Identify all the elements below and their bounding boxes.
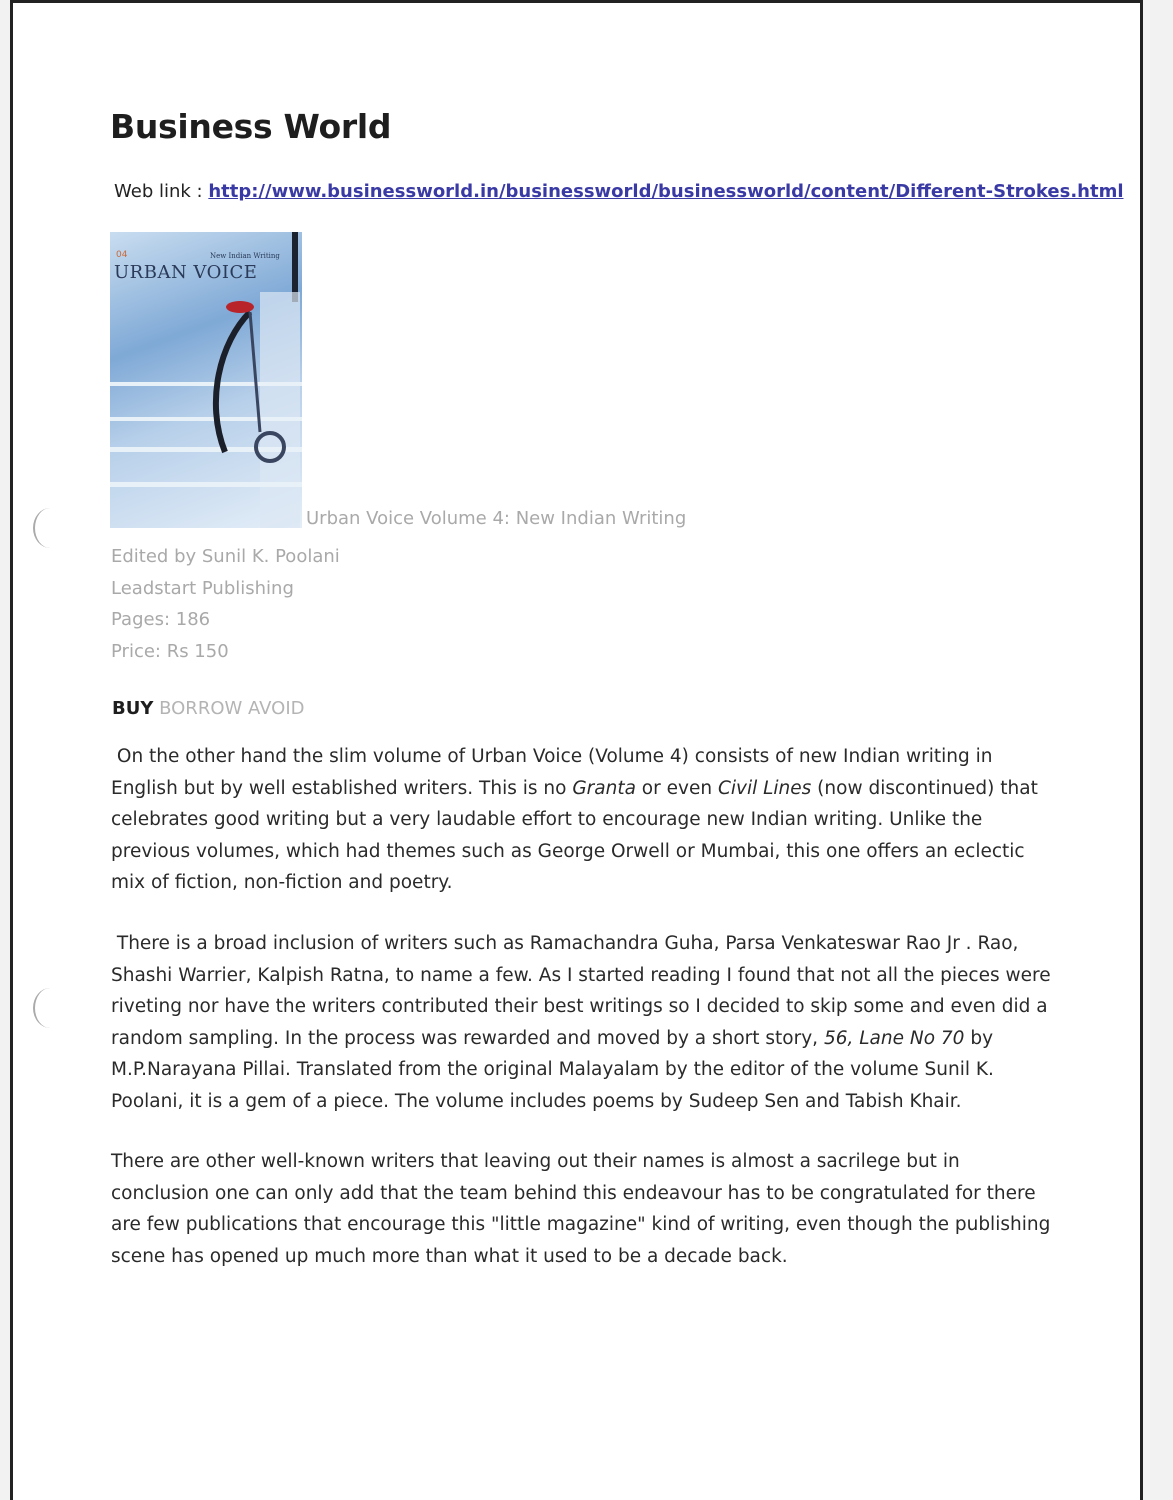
p1-text-b: or even [635,777,718,799]
bicycle-illustration [110,232,302,528]
punch-hole-mark [33,508,67,548]
web-link-line [114,181,1124,202]
book-cover-image [110,232,302,528]
p3-text: There are other well-known writers that leaving out their names is almost a sacrilege but in conclusion one can only add that the team behind this endeavour has to be congratulated for there are few publications that encourage this "little magazine" kind of writing, even though the publishing scene has opened up much more than what it used to be a decade back. [111,1151,1051,1267]
punch-hole-mark [33,988,67,1028]
book-editor: Edited by Sunil K. Poolani [111,546,340,567]
book-pages: Pages: 186 [111,609,211,630]
web-link-label: Web link : [114,181,203,202]
verdict-other-options: BORROW AVOID [159,698,305,719]
p1-italic-civil-lines: Civil Lines [717,777,812,799]
book-caption: Urban Voice Volume 4: New Indian Writing [306,508,687,529]
article-paragraph-3 [111,1146,1056,1272]
p1-text-c: (now discontinued) that celebrates good writing but a very laudable effort to encourage new Indian writing. Unlike the previous volumes, which had themes such as George Orwell or Mumbai, this one offers an eclectic mix of fiction, non-fiction and poetry. [111,777,1038,893]
p1-text-a: On the other hand the slim volume of Urban Voice (Volume 4) consists of new Indian writing in English but by well established writers. This is no [111,746,993,799]
p2-text-a: There is a broad inclusion of writers such as Ramachandra Guha, Parsa Venkateswar Rao Jr . Rao, Shashi Warrier, Kalpish Ratna, to name a few. As I started reading I found that not all the pieces were riveting nor have the writers contributed their best writings so I decided to skip some and even did a random sampling. In the process was rewarded and moved by a short story, [111,933,1051,1049]
cover-title: URBAN VOICE [114,262,258,283]
article-paragraph-1 [111,741,1056,899]
article-paragraph-2 [111,928,1056,1117]
p1-italic-granta: Granta [572,777,636,799]
cover-subtitle: New Indian Writing [210,252,280,260]
web-link-url[interactable]: http://www.businessworld.in/businessworld/businessworld/content/Different-Strokes.html [208,181,1124,202]
book-price: Price: Rs 150 [111,640,229,662]
scanned-page [10,0,1143,1500]
verdict-selected: BUY [112,698,154,719]
book-publisher: Leadstart Publishing [111,577,294,599]
p2-text-b: by M.P.Narayana Pillai. Translated from the original Malayalam by the editor of the volume Sunil K. Poolani, it is a gem of a piece. The volume includes poems by Sudeep Sen and Tabish Khair. [111,1027,994,1112]
book-details [111,541,340,667]
verdict-rating [112,698,305,719]
cover-volume-number: 04 [116,250,128,260]
page-title: Business World [110,107,392,146]
p2-italic-story-title: 56, Lane No 70 [823,1027,965,1049]
